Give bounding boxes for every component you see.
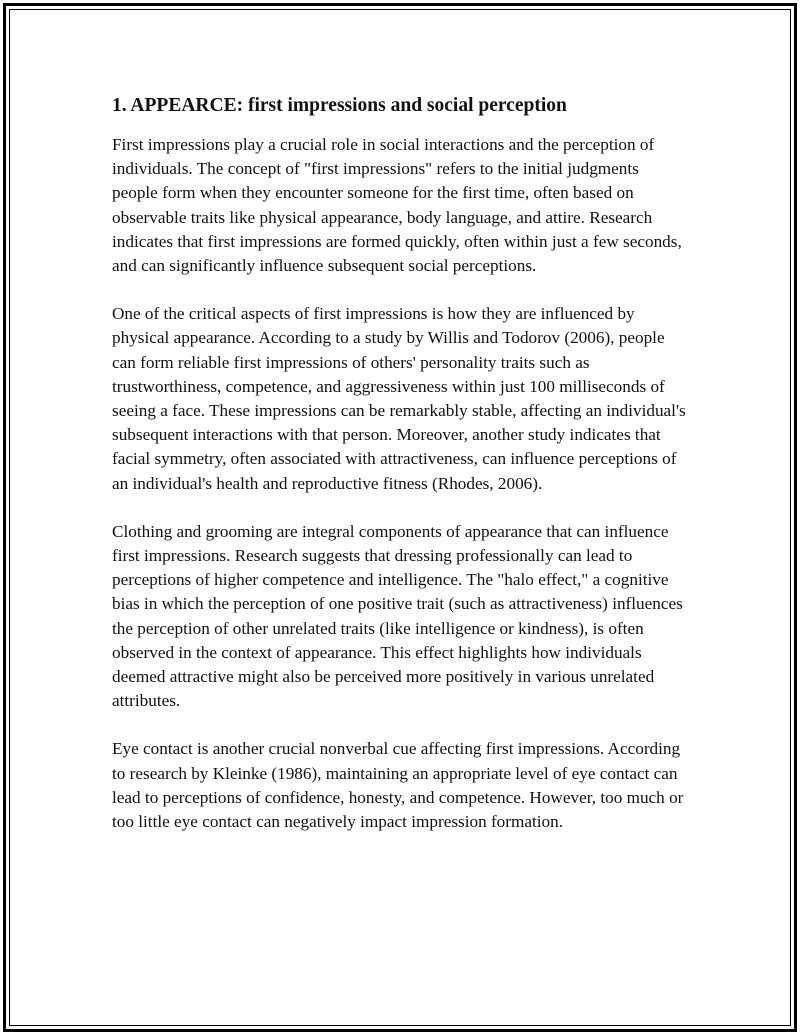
paragraph-eye-contact: Eye contact is another crucial nonverbal cue affecting first impressions. According to research by Kleinke (1986), maintaining an appropriate level of eye contact can lead to perceptions of confidence, honesty, and competence. However, too much or too little eye contact can negatively impact impression formation. [112,739,684,832]
paragraph-first-impressions: First impressions play a crucial role in social interactions and the perception of individuals. The concept of "first impressions" refers to the initial judgments people form when they encounter someone for the first time, often based on observable traits like physical appearance, body language, and attire. Research indicates that first impressions are formed quickly, often within just a few seconds, and can significantly influence subsequent social perceptions. [112,135,682,276]
section-heading: 1. APPEARCE: first impressions and social perception [112,95,567,116]
document-body [112,93,688,858]
paragraph-physical-appearance: One of the critical aspects of first impressions is how they are influenced by physical appearance. According to a study by Willis and Todorov (2006), people can form reliable first impressions of others' personality traits such as trustworthiness, competence, and aggressiveness within just 100 milliseconds of seeing a face. These impressions can be remarkably stable, affecting an individual's subsequent interactions with that person. Moreover, another study indicates that facial symmetry, often associated with attractiveness, can influence perceptions of an individual's health and reproductive fitness (Rhodes, 2006). [112,304,686,493]
paragraph-clothing-grooming: Clothing and grooming are integral components of appearance that can influence first impressions. Research suggests that dressing professionally can lead to perceptions of higher competence and intelligence. The "halo effect," a cognitive bias in which the perception of one positive trait (such as attractiveness) influences the perception of other unrelated traits (like intelligence or kindness), is often observed in the context of appearance. This effect highlights how individuals deemed attractive might also be perceived more positively in various unrelated attributes. [112,521,683,711]
